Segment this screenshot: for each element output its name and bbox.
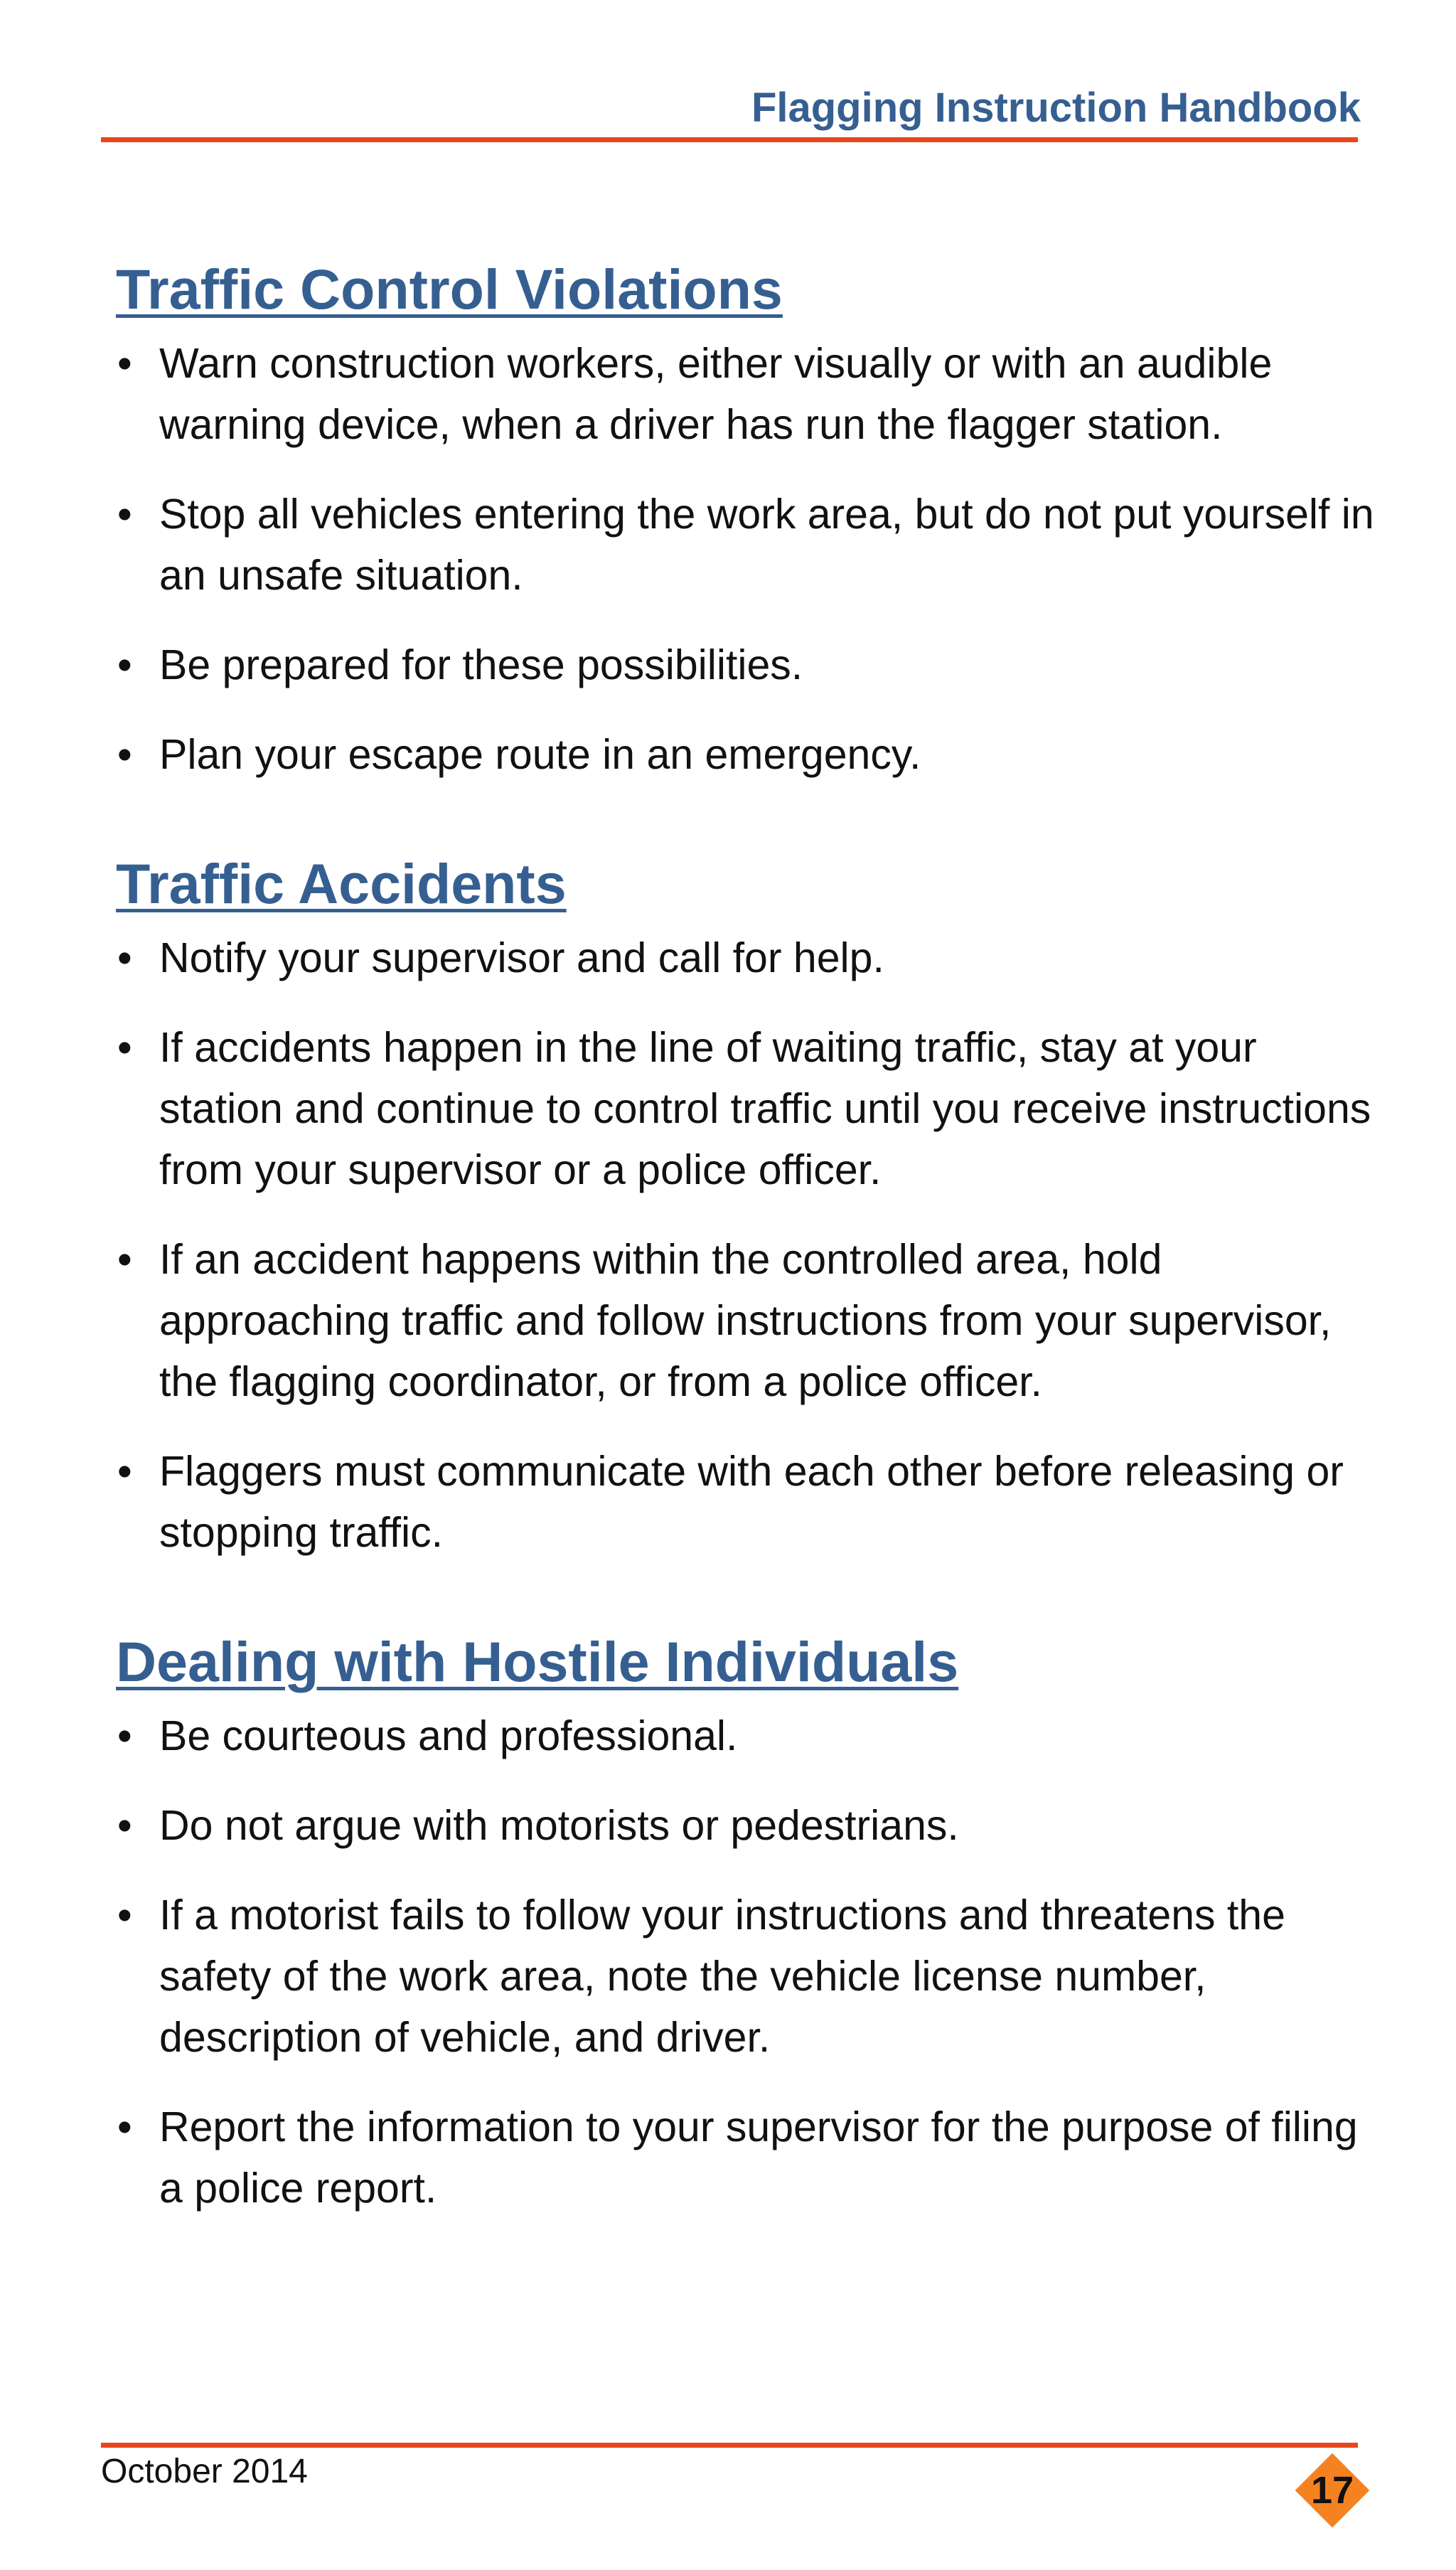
list-item-text: Flaggers must communicate with each other before releasing or stopping traffic. [159, 1448, 1344, 1556]
bullet-icon: • [117, 1236, 132, 1283]
bullet-icon: • [117, 1802, 132, 1849]
footer-date: October 2014 [101, 2453, 308, 2490]
page-number: 17 [1310, 2469, 1354, 2512]
list-item [116, 484, 1388, 606]
list-item [116, 1017, 1388, 1200]
bullet-icon: • [117, 1712, 132, 1759]
list-item [116, 333, 1388, 455]
list-item [116, 1884, 1388, 2068]
list-item [116, 1795, 1388, 1856]
bullet-list [116, 333, 1388, 785]
bullet-icon: • [117, 2104, 132, 2150]
footer-divider [101, 2443, 1358, 2448]
page-content [116, 256, 1388, 2219]
header-title: Flagging Instruction Handbook [751, 85, 1361, 131]
section-traffic-accidents [116, 851, 1388, 1563]
list-item-text: Plan your escape route in an emergency. [159, 731, 921, 778]
bullet-icon: • [117, 1892, 132, 1939]
list-item-text: Report the information to your supervisor for the purpose of filing a police report. [159, 2104, 1358, 2212]
list-item-text: Be courteous and professional. [159, 1712, 738, 1759]
bullet-list [116, 1705, 1388, 2219]
list-item-text: Do not argue with motorists or pedestrians. [159, 1802, 959, 1849]
section-dealing-with-hostile-individuals [116, 1628, 1388, 2219]
bullet-icon: • [117, 731, 132, 778]
section-traffic-control-violations [116, 256, 1388, 785]
list-item-text: If a motorist fails to follow your instructions and threatens the safety of the work area, note the vehicle license number, description of vehicle, and driver. [159, 1892, 1285, 2061]
list-item [116, 927, 1388, 988]
list-item [116, 1441, 1388, 1563]
bullet-icon: • [117, 641, 132, 688]
bullet-icon: • [117, 1024, 132, 1071]
section-heading: Traffic Accidents [116, 852, 567, 915]
bullet-icon: • [117, 491, 132, 538]
section-heading: Dealing with Hostile Individuals [116, 1630, 959, 1693]
list-item [116, 634, 1388, 695]
list-item-text: Notify your supervisor and call for help. [159, 934, 884, 981]
page-number-badge [1294, 2452, 1371, 2529]
bullet-list [116, 927, 1388, 1563]
list-item-text: If an accident happens within the controlled area, hold approaching traffic and follow instructions from your supervisor, the flagging coordinator, or from a police officer. [159, 1236, 1332, 1405]
list-item-text: Stop all vehicles entering the work area, but do not put yourself in an unsafe situation. [159, 491, 1374, 599]
section-heading: Traffic Control Violations [116, 257, 783, 321]
list-item [116, 1705, 1388, 1766]
list-item [116, 1229, 1388, 1412]
list-item [116, 2096, 1388, 2219]
bullet-icon: • [117, 340, 132, 387]
list-item-text: Warn construction workers, either visually or with an audible warning device, when a driver has run the flagger station. [159, 340, 1273, 448]
bullet-icon: • [117, 1448, 132, 1495]
list-item [116, 724, 1388, 785]
list-item-text: Be prepared for these possibilities. [159, 641, 803, 688]
list-item-text: If accidents happen in the line of waiting traffic, stay at your station and continue to control traffic until you receive instructions from your supervisor or a police officer. [159, 1024, 1371, 1193]
header-divider [101, 137, 1358, 142]
bullet-icon: • [117, 934, 132, 981]
